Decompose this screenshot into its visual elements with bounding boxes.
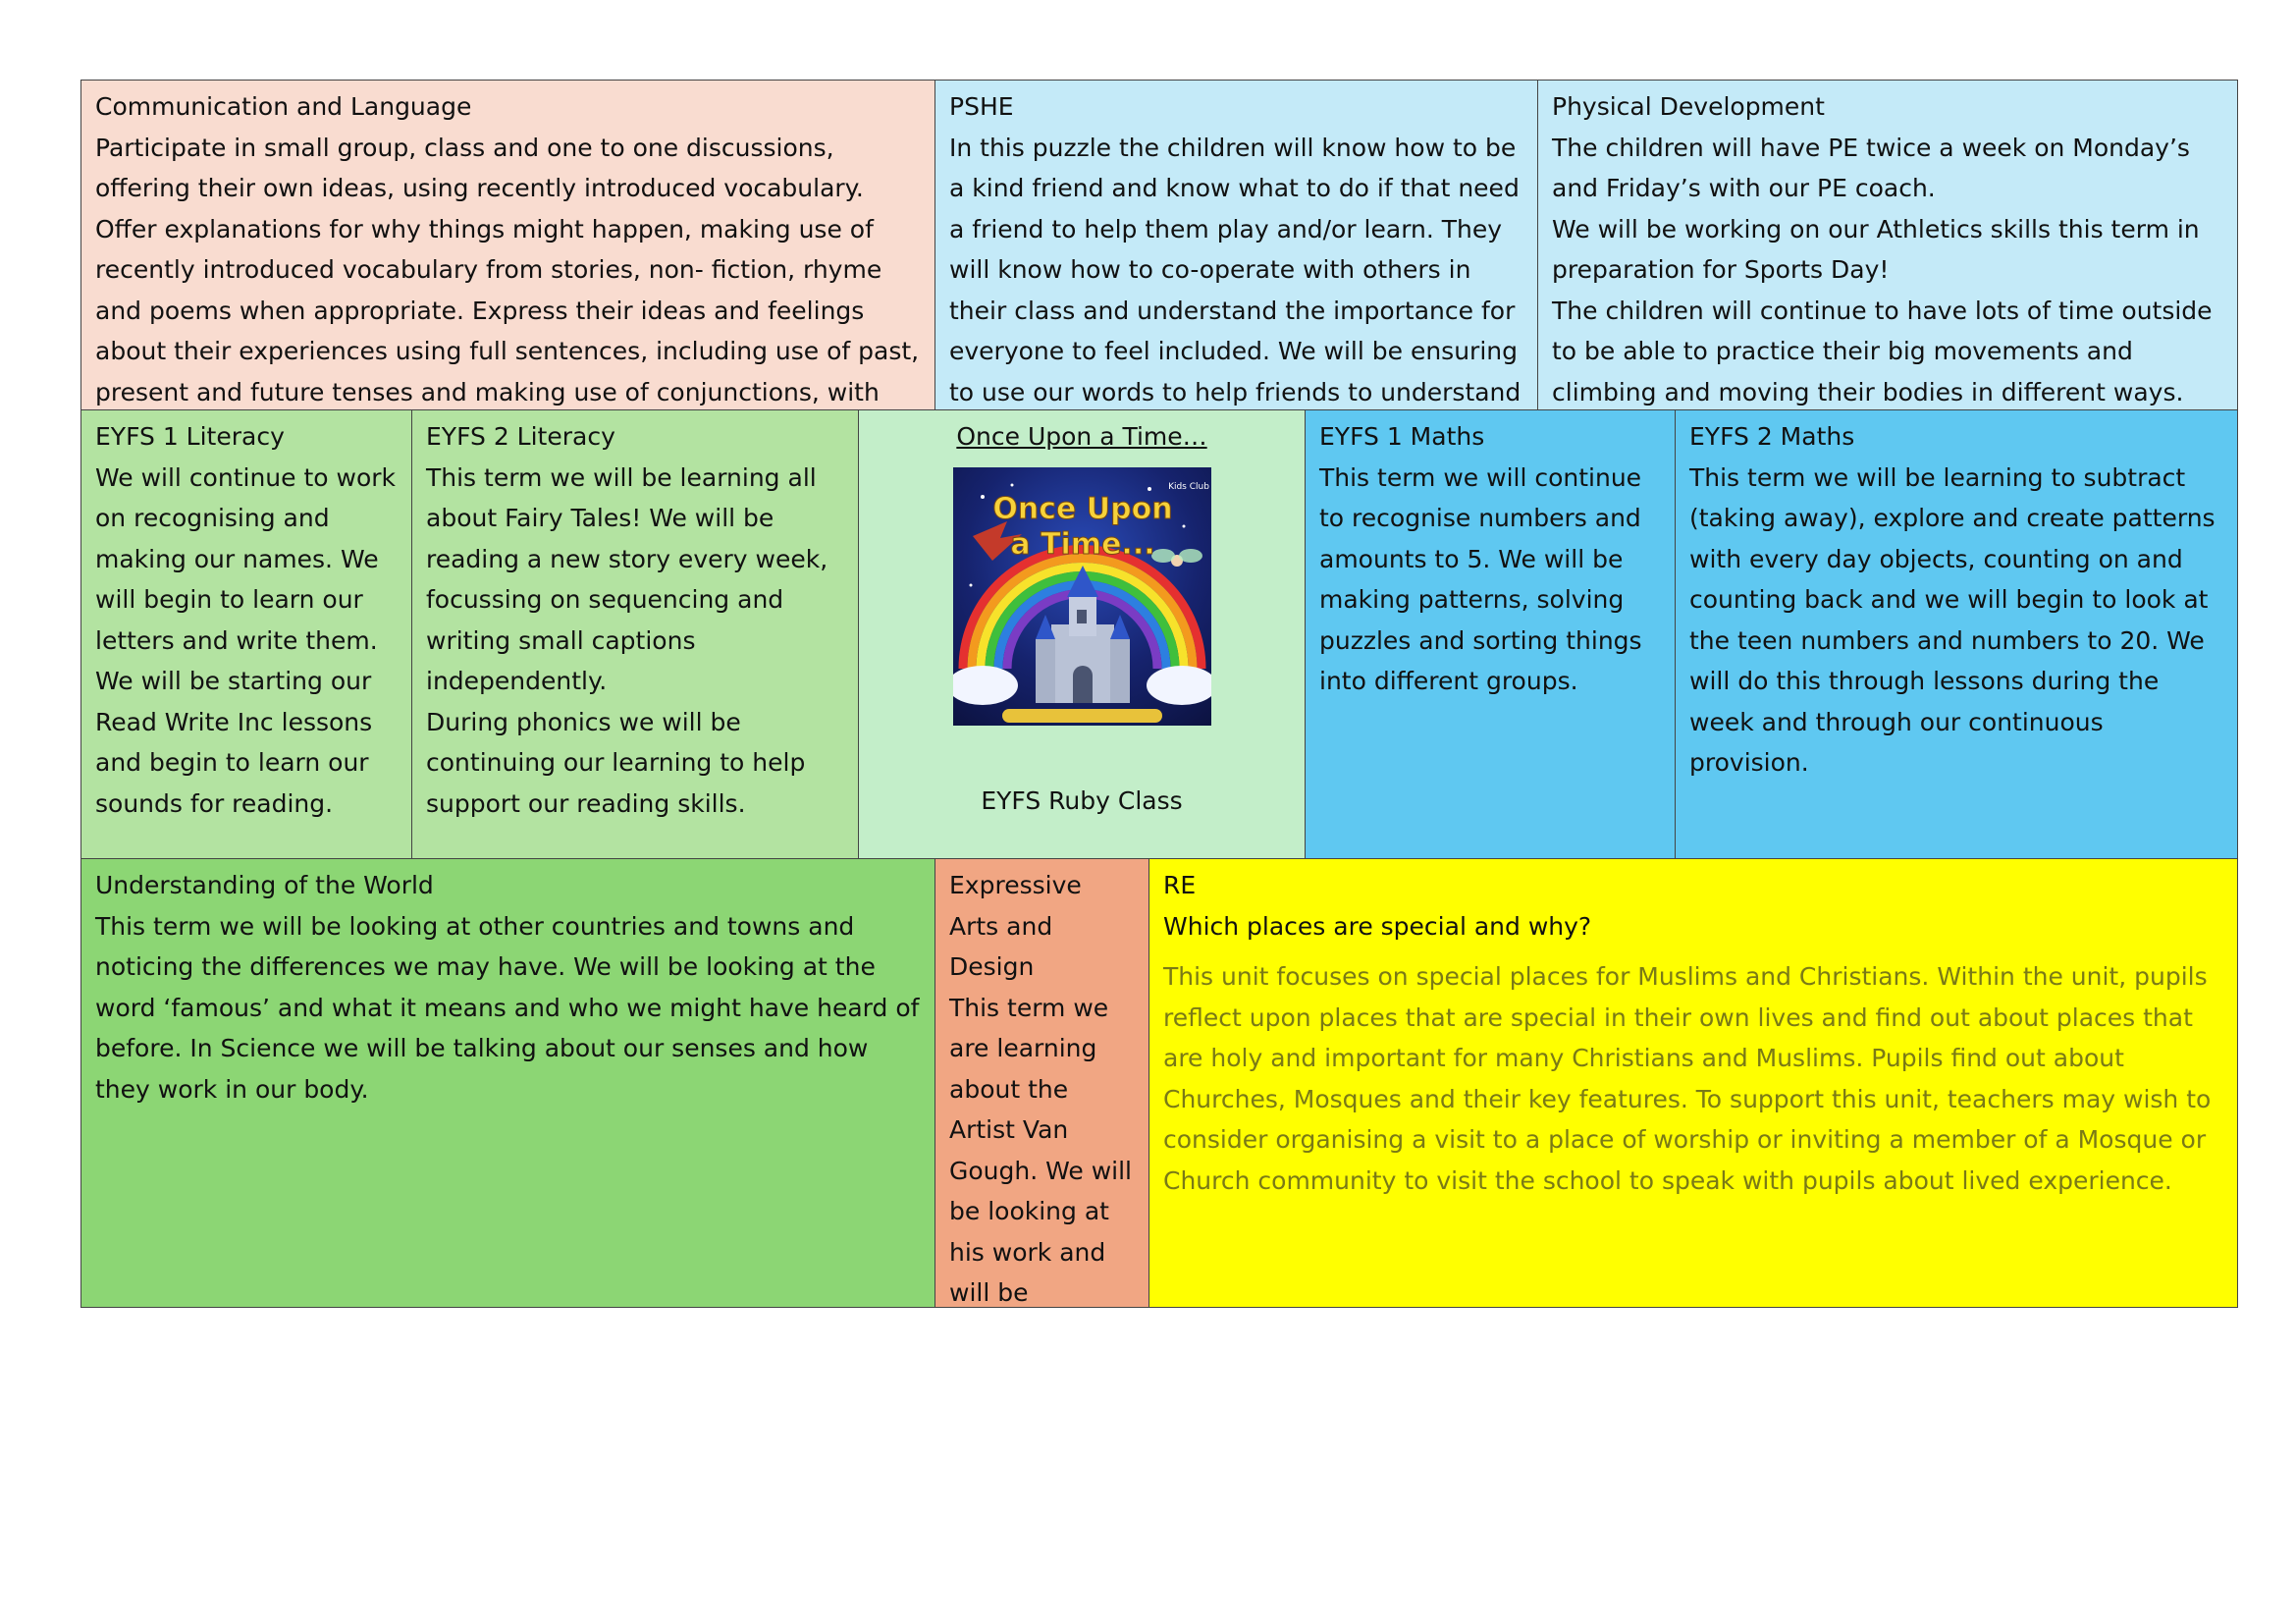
eyfs2-literacy-title: EYFS 2 Literacy: [426, 422, 615, 451]
communication-language-text: Participate in small group, class and one to one discussions, offering their own ideas, using recently introduced vocabulary. Offer explanations for why things might happen, making use of recently introduced vocabulary from stories, non- fiction, rhyme and poems when appropriate. Express their ideas and feelings about their experiences using full sentences, including use of past, present and future tenses and making use of conjunctions, with: [95, 133, 920, 406]
physical-development-text-3: The children will continue to have lots of time outside to be able to practice their big movements and climbing and moving their bodies in different ways.: [1552, 296, 2213, 406]
communication-language-panel: [80, 80, 935, 410]
cover-title-line-2: a Time...: [1009, 526, 1155, 562]
eyfs1-literacy-title: EYFS 1 Literacy: [95, 422, 285, 451]
topic-panel: [858, 409, 1306, 859]
eyfs2-literacy-panel: [411, 409, 859, 859]
topic-title: Once Upon a Time…: [956, 422, 1207, 451]
eyfs1-maths-title: EYFS 1 Maths: [1319, 422, 1485, 451]
cover-illustration: [953, 467, 1211, 726]
physical-development-text-1: The children will have PE twice a week on Monday’s and Friday’s with our PE coach.: [1552, 133, 2190, 202]
physical-development-panel: [1537, 80, 2238, 410]
physical-development-title: Physical Development: [1552, 92, 1825, 121]
pshe-title: PSHE: [949, 92, 1014, 121]
re-panel: [1148, 858, 2238, 1308]
eyfs2-maths-text: This term we will be learning to subtract (taking away), explore and create patterns with every day objects, counting on and counting back and we will begin to look at the teen numbers and numbers to 20. We will do this through lessons during the week and through our continuous provision.: [1689, 462, 2216, 777]
eyfs2-literacy-text-2: During phonics we will be continuing our learning to help support our reading skills.: [426, 707, 806, 818]
expressive-arts-title: Expressive Arts and Design: [949, 871, 1082, 981]
physical-development-text-2: We will be working on our Athletics skills this term in preparation for Sports Day!: [1552, 214, 2200, 284]
understanding-world-panel: [80, 858, 935, 1308]
eyfs1-literacy-text-2: We will be starting our Read Write Inc lessons and begin to learn our sounds for reading.: [95, 667, 373, 818]
eyfs2-maths-title: EYFS 2 Maths: [1689, 422, 1855, 451]
topic-cover-image: [953, 467, 1211, 726]
re-text: This unit focuses on special places for Muslims and Christians. Within the unit, pupils reflect upon places that are special in their own lives and find out about places that are holy and important for many Christians and Muslims. Pupils find out about Churches, Mosques and their key features. To support this unit, teachers may wish to consider organising a visit to a place of worship or inviting a member of a Mosque or Church community to visit the school to speak with pupils about lived experience.: [1163, 962, 2212, 1195]
class-name: EYFS Ruby Class: [981, 785, 1183, 815]
expressive-arts-panel: [934, 858, 1149, 1308]
re-question: Which places are special and why?: [1163, 911, 1592, 941]
re-title: RE: [1163, 871, 1197, 899]
cover-title-line-1: Once Upon: [991, 491, 1173, 526]
expressive-arts-text: This term we are learning about the Artist Van Gough. We will be looking at his work and will be: [949, 993, 1132, 1307]
pshe-text: In this puzzle the children will know how to be a kind friend and know what to do if that need a friend to help them play and/or learn. They will know how to co-operate with others in their class and understand the importance for everyone to feel included. We will be ensuring to use our words to help friends to understand: [949, 133, 1522, 406]
communication-language-title: Communication and Language: [95, 92, 472, 121]
eyfs1-literacy-panel: [80, 409, 412, 859]
cover-badge: Kids Club: [1167, 481, 1209, 492]
eyfs1-maths-text: This term we will continue to recognise numbers and amounts to 5. We will be making patterns, solving puzzles and sorting things into different groups.: [1319, 462, 1642, 695]
eyfs1-maths-panel: [1305, 409, 1676, 859]
understanding-world-title: Understanding of the World: [95, 871, 434, 899]
eyfs2-maths-panel: [1675, 409, 2238, 859]
eyfs1-literacy-text-1: We will continue to work on recognising and making our names. We will begin to learn our letters and write them.: [95, 462, 397, 655]
pshe-panel: [934, 80, 1538, 410]
eyfs2-literacy-text-1: This term we will be learning all about Fairy Tales! We will be reading a new story every week, focussing on sequencing and writing small captions independently.: [426, 462, 828, 695]
understanding-world-text: This term we will be looking at other countries and towns and noticing the differences we may have. We will be looking at the word ‘famous’ and what it means and who we might have heard of before. In Science we will be talking about our senses and how they work in our body.: [95, 911, 920, 1104]
